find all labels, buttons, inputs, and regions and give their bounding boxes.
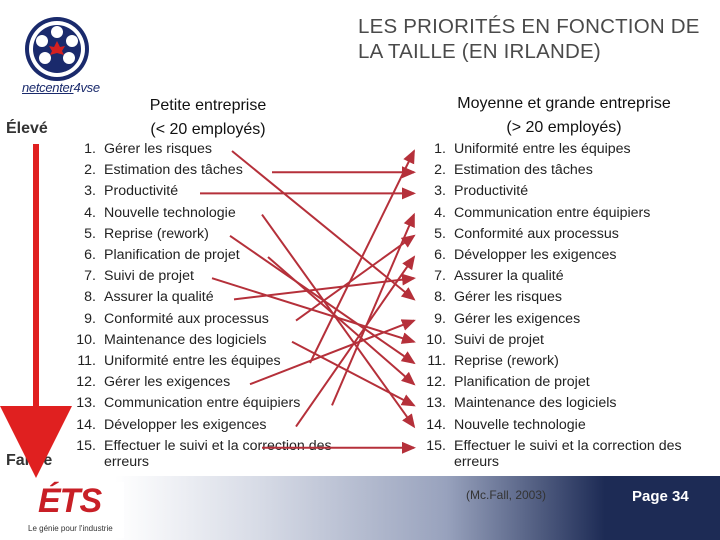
priority-low-label: Faible (6, 452, 53, 469)
list-item-text: Maintenance des logiciels (454, 395, 617, 412)
list-item-text: Planification de projet (454, 374, 590, 391)
ets-tagline: Le génie pour l'industrie (28, 524, 113, 533)
list-item-text: Gérer les exigences (454, 310, 581, 327)
list-item-number: 1. (84, 141, 96, 157)
list-item-text: Gérer les risques (104, 141, 213, 157)
list-item-text: Développer les exigences (104, 416, 267, 433)
list-item-text: Gérer les exigences (104, 374, 231, 391)
list-item-text: Conformité aux processus (454, 225, 619, 242)
list-item-text: Effectuer le suivi et la correction des (104, 437, 332, 454)
list-item-text: Maintenance des logiciels (104, 331, 267, 348)
list-item-text: Reprise (rework) (104, 225, 209, 242)
list-item-number: 12. (76, 374, 96, 391)
list-item-text: Effectuer le suivi et la correction des (454, 437, 682, 454)
list-item-text: Assurer la qualité (104, 289, 214, 306)
list-item-number: 8. (84, 289, 96, 306)
list-item-number: 12. (426, 374, 446, 391)
list-item-number: 13. (426, 395, 446, 412)
mapping-arrow (262, 215, 414, 427)
list-item-text: Reprise (rework) (454, 353, 559, 369)
citation: (Mc.Fall, 2003) (466, 488, 547, 502)
list-item-number: 11. (427, 353, 446, 369)
list-item-text: Suivi de projet (454, 331, 544, 348)
mapping-arrow (268, 257, 414, 384)
list-item-text: Productivité (104, 183, 179, 200)
list-item-number: 14. (76, 416, 96, 433)
left-column-heading: Petite entreprise (149, 97, 267, 114)
list-item-text: Gérer les risques (454, 289, 563, 306)
list-item-number: 8. (434, 289, 446, 306)
list-item-number: 14. (426, 416, 446, 433)
ets-logo-mark: ÉTS (38, 482, 102, 520)
list-item-text: erreurs (104, 453, 149, 470)
list-item-number: 13. (76, 395, 96, 412)
list-item-number: 6. (84, 247, 96, 263)
list-item-text: Communication entre équipiers (454, 204, 651, 221)
list-item-text: Nouvelle technologie (454, 416, 586, 433)
list-item-text: Productivité (454, 183, 529, 200)
list-item-text: Estimation des tâches (104, 162, 243, 179)
list-item-text: Planification de projet (104, 247, 240, 263)
list-item-number: 4. (434, 204, 446, 221)
page-number: Page 34 (604, 484, 720, 540)
list-item-number: 3. (84, 183, 96, 200)
mapping-arrow (296, 236, 414, 321)
list-item-text: Conformité aux processus (104, 310, 269, 327)
list-item-text: erreurs (454, 453, 499, 470)
list-item-number: 2. (84, 162, 96, 179)
list-item-text: Uniformité entre les équipes (104, 353, 281, 369)
list-item-number: 10. (76, 331, 96, 348)
list-item-number: 9. (434, 310, 446, 327)
list-item-text: Nouvelle technologie (104, 204, 236, 221)
list-item-text: Communication entre équipiers (104, 395, 301, 412)
left-column-subheading: (< 20 employés) (150, 121, 266, 138)
list-item-number: 5. (434, 225, 446, 242)
list-item-number: 4. (84, 204, 96, 221)
list-item-text: Assurer la qualité (454, 268, 564, 285)
list-item-text: Développer les exigences (454, 247, 617, 263)
list-item-number: 3. (434, 183, 446, 200)
slide-title: LES PRIORITÉS EN FONCTION DE LA TAILLE (EN IRLANDE) (358, 15, 700, 63)
list-item-number: 11. (77, 353, 96, 369)
logo-text-b: 4vse (73, 80, 100, 95)
list-item-number: 7. (434, 268, 446, 285)
list-item-number: 9. (84, 310, 96, 327)
list-item-number: 15. (426, 437, 446, 454)
list-item-text: Suivi de projet (104, 268, 194, 285)
logo-text-a: netcenter (22, 80, 74, 95)
right-column-subheading: (> 20 employés) (506, 119, 622, 136)
list-item-text: Uniformité entre les équipes (454, 141, 631, 157)
priority-high-label: Élevé (6, 120, 48, 137)
list-item-number: 6. (434, 247, 446, 263)
list-item-number: 2. (434, 162, 446, 179)
right-column-heading: Moyenne et grande entreprise (457, 95, 671, 112)
list-item-number: 1. (434, 141, 446, 157)
list-item-text: Estimation des tâches (454, 162, 593, 179)
list-item-number: 10. (426, 331, 446, 348)
ets-logo (24, 482, 124, 538)
list-item-number: 5. (84, 225, 96, 242)
list-item-number: 7. (84, 268, 96, 285)
list-item-number: 15. (76, 437, 96, 454)
